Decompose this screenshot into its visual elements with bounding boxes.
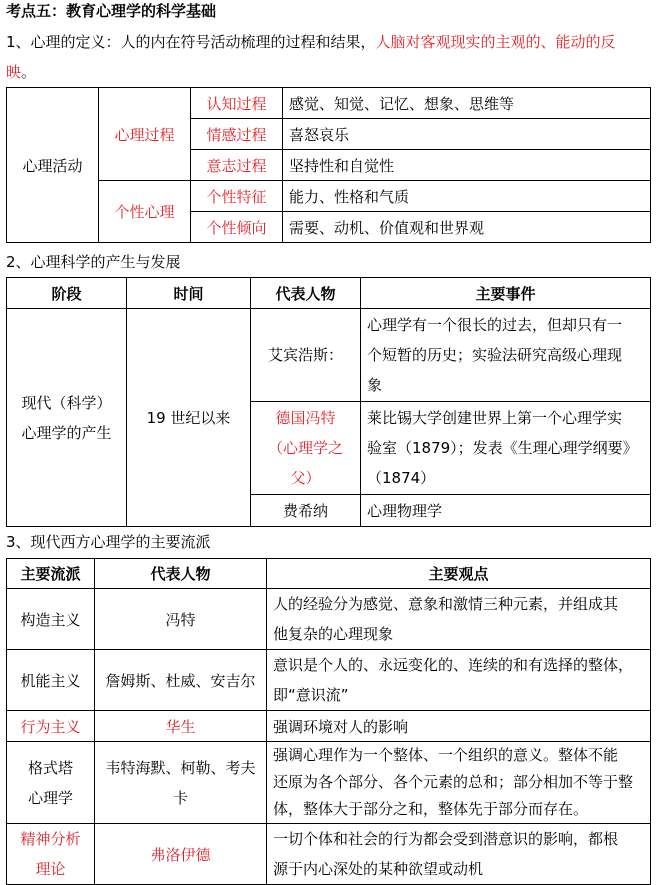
section-2-title: 2、心理科学的产生与发展 [6, 253, 181, 271]
header-cell: 主要观点 [267, 559, 651, 589]
history-table [6, 277, 651, 527]
view-line: 源于内心深处的某种欲望或动机 [273, 860, 484, 878]
view-line: 意识是个人的、永远变化的、连续的和有选择的整体， [273, 656, 634, 674]
stage-line: 心理学的产生 [21, 423, 112, 442]
view-line: 强调心理作为一个整体、一个组织的意义。整体不能 [273, 746, 619, 764]
view-line: 即“意识流” [273, 686, 349, 704]
school-cell [7, 589, 95, 650]
event-line: 个短暂的历史；实验法研究高级心理现 [367, 346, 623, 364]
view-line: 他复杂的心理现象 [273, 625, 394, 643]
process-desc-cell: 坚持性和自觉性 [283, 150, 651, 181]
view-line: 一切个体和社会的行为都会受到潜意识的影响，都根 [273, 830, 619, 848]
personality-desc-cell: 需要、动机、价值观和世界观 [283, 212, 651, 243]
school-line: 构造主义 [20, 610, 81, 629]
view-line: 体，整体大于部分之和，整体先于部分而存在。 [273, 800, 589, 818]
process-desc-cell: 感觉、知觉、记忆、想象、思维等 [283, 88, 651, 119]
event-cell [361, 495, 651, 527]
people-cell [95, 711, 267, 742]
header-cell: 主要事件 [361, 278, 651, 309]
school-cell [7, 824, 95, 885]
header-cell: 代表人物 [251, 278, 361, 309]
definition-line-1 [6, 31, 616, 53]
view-cell [267, 650, 651, 711]
event-line: （1874） [367, 469, 436, 487]
process-sub-cell: 情感过程 [191, 119, 283, 150]
stage-line: 现代（科学） [21, 393, 112, 412]
definition-highlight-end: 映 [6, 63, 22, 81]
school-line: 格式塔 [27, 758, 73, 777]
header-cell: 代表人物 [95, 559, 267, 589]
people-line: 韦特海默、柯勒、考夫 [105, 758, 256, 777]
event-line: 心理学有一个很长的过去，但却只有一 [367, 316, 623, 334]
people-line: 卡 [172, 788, 188, 807]
people-cell [95, 742, 267, 824]
view-cell [267, 824, 651, 885]
view-cell [267, 589, 651, 650]
school-cell [7, 711, 95, 742]
person-cell [251, 309, 361, 402]
event-line: 象 [367, 376, 383, 394]
school-line: 行为主义 [20, 717, 81, 736]
event-cell [361, 402, 651, 495]
person-cell [251, 402, 361, 495]
view-cell [267, 711, 651, 742]
school-line: 精神分析 [20, 830, 81, 848]
personality-sub-cell: 个性特征 [191, 181, 283, 212]
definition-line-2 [6, 61, 36, 83]
person-line: （心理学之 [267, 439, 343, 457]
schools-table [6, 558, 651, 885]
people-cell [95, 824, 267, 885]
stage-cell [7, 309, 127, 527]
person-cell [251, 495, 361, 527]
process-cell: 心理过程 [99, 88, 191, 181]
school-cell [7, 742, 95, 824]
process-sub-cell: 意志过程 [191, 150, 283, 181]
person-line: 费希纳 [282, 502, 328, 520]
person-line: 父） [290, 469, 321, 487]
header-cell: 时间 [127, 278, 251, 309]
personality-desc-cell: 能力、性格和气质 [283, 181, 651, 212]
definition-prefix: 1、心理的定义：人的内在符号活动梳理的过程和结果， [6, 33, 376, 51]
mental-activity-table [6, 87, 651, 243]
event-line: 心理物理学 [367, 502, 443, 520]
definition-highlight: 人脑对客观现实的主观的、能动的反 [375, 33, 616, 51]
personality-cell: 个性心理 [99, 181, 191, 243]
people-line: 弗洛伊德 [150, 845, 211, 864]
view-line: 强调环境对人的影响 [273, 717, 409, 736]
page-heading: 考点五：教育心理学的科学基础 [6, 2, 217, 20]
event-cell [361, 309, 651, 402]
header-cell: 主要流派 [7, 559, 95, 589]
view-line: 人的经验分为感觉、意象和激情三种元素，并组成其 [273, 595, 619, 613]
event-line: 莱比锡大学创建世界上第一个心理学实 [367, 409, 623, 427]
root-cell: 心理活动 [7, 88, 99, 243]
people-line: 詹姆斯、杜威、安吉尔 [105, 671, 256, 690]
process-desc-cell: 喜怒哀乐 [283, 119, 651, 150]
time-cell: 19 世纪以来 [127, 309, 251, 527]
people-cell [95, 589, 267, 650]
people-cell [95, 650, 267, 711]
school-line: 心理学 [27, 788, 73, 807]
people-line: 冯特 [165, 610, 196, 629]
view-line: 还原为各个部分、各个元素的总和；部分相加不等于整 [273, 773, 634, 791]
school-line: 理论 [35, 860, 66, 878]
person-line: 艾宾浩斯： [267, 346, 343, 364]
school-cell [7, 650, 95, 711]
definition-period: 。 [21, 63, 37, 81]
person-line: 德国冯特 [275, 409, 336, 427]
process-sub-cell: 认知过程 [191, 88, 283, 119]
people-line: 华生 [165, 717, 196, 736]
header-cell: 阶段 [7, 278, 127, 309]
school-line: 机能主义 [20, 671, 81, 690]
event-line: 验室（1879）；发表《生理心理学纲要》 [367, 439, 638, 457]
section-3-title: 3、现代西方心理学的主要流派 [6, 533, 211, 551]
view-cell [267, 742, 651, 824]
personality-sub-cell: 个性倾向 [191, 212, 283, 243]
